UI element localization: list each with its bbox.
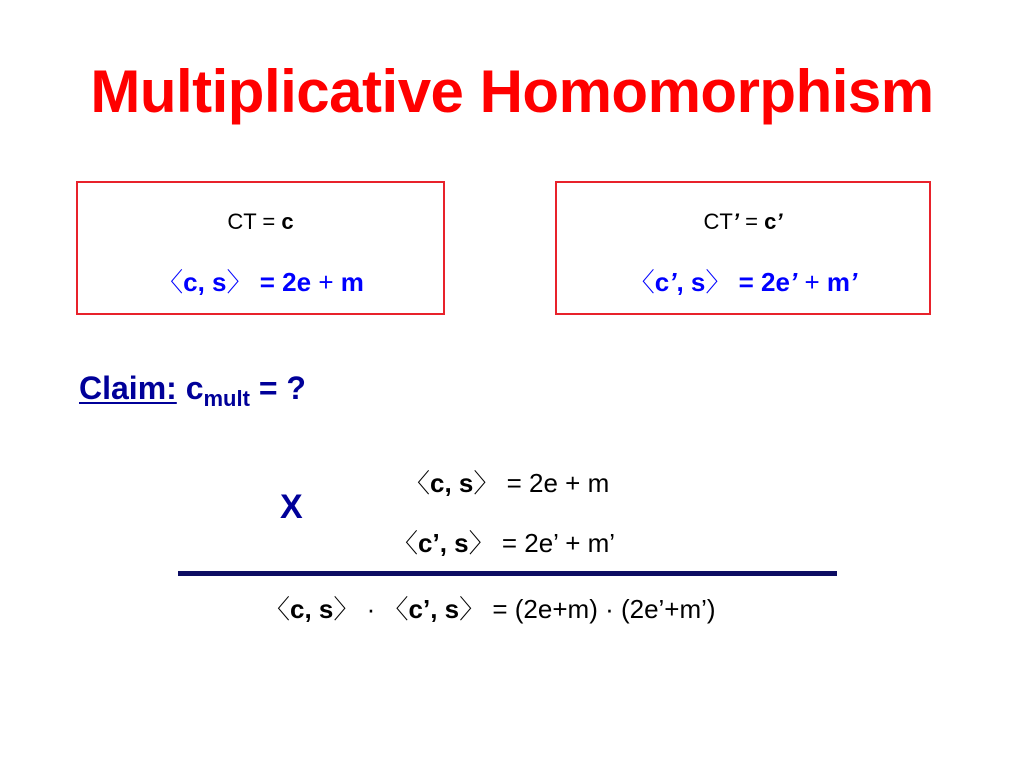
angle-open: 〈 (628, 267, 655, 297)
multiply-symbol: X (280, 488, 303, 526)
angle-close: 〉 (468, 528, 495, 558)
ct-label: CT (703, 209, 733, 234)
dot-operator: · (359, 594, 383, 624)
ciphertext-box-c (76, 181, 445, 315)
inner-product-equation-c-prime (557, 269, 929, 295)
angle-open: 〈 (382, 594, 409, 624)
angle-open: 〈 (404, 468, 431, 498)
ip-plus: + (797, 267, 827, 297)
ct-value: c (281, 209, 294, 234)
ip-eq: = 2e (731, 267, 790, 297)
ciphertext-label-c (78, 211, 443, 233)
ct-prime: ’ (732, 209, 739, 234)
eq-vars-1: c, s (290, 594, 334, 624)
angle-close: 〉 (473, 468, 500, 498)
angle-open: 〈 (264, 594, 291, 624)
ip-rest-a: = 2e (252, 267, 312, 297)
ip-c-prime: ’ (669, 267, 677, 297)
equation-c (404, 470, 609, 496)
claim-subscript: mult (203, 386, 250, 411)
product-rule-line (178, 571, 837, 576)
ciphertext-box-c-prime (555, 181, 931, 315)
eq-vars-2: c’, s (408, 594, 460, 624)
eq-vars: c, s (430, 468, 474, 498)
angle-close: 〉 (459, 594, 486, 624)
eq-vars: c’, s (418, 528, 469, 558)
eq-rest: = 2e’ + m’ (494, 528, 616, 558)
ip-vars: c, s (183, 267, 227, 297)
equation-c-prime (392, 530, 615, 556)
inner-product-equation-c (78, 269, 443, 295)
eq-rest: = 2e + m (499, 468, 610, 498)
ip-m-prime: ’ (849, 267, 858, 297)
ip-rest-b: m (340, 267, 364, 297)
ct-eq: = (739, 209, 765, 234)
claim-line (79, 370, 306, 411)
claim-label: Claim: (79, 370, 177, 406)
ct-value-prime: ’ (776, 209, 783, 234)
claim-rest: = ? (249, 370, 306, 406)
ct-label: CT = (227, 209, 282, 234)
ip-plus: + (311, 267, 341, 297)
angle-open: 〈 (392, 528, 419, 558)
slide-title: Multiplicative Homomorphism (90, 58, 934, 125)
angle-close: 〉 (705, 267, 732, 297)
ip-c: c (654, 267, 670, 297)
claim-c: c (176, 370, 204, 406)
angle-close: 〉 (333, 594, 360, 624)
ip-e-prime: ’ (789, 267, 798, 297)
ip-m: m (826, 267, 850, 297)
ct-value: c (764, 209, 777, 234)
angle-close: 〉 (226, 267, 253, 297)
angle-open: 〈 (157, 267, 184, 297)
eq-rest: = (2e+m) · (2e’+m’) (485, 594, 716, 624)
equation-product (264, 596, 716, 622)
ip-s: , s (676, 267, 706, 297)
ciphertext-label-c-prime (557, 211, 929, 233)
